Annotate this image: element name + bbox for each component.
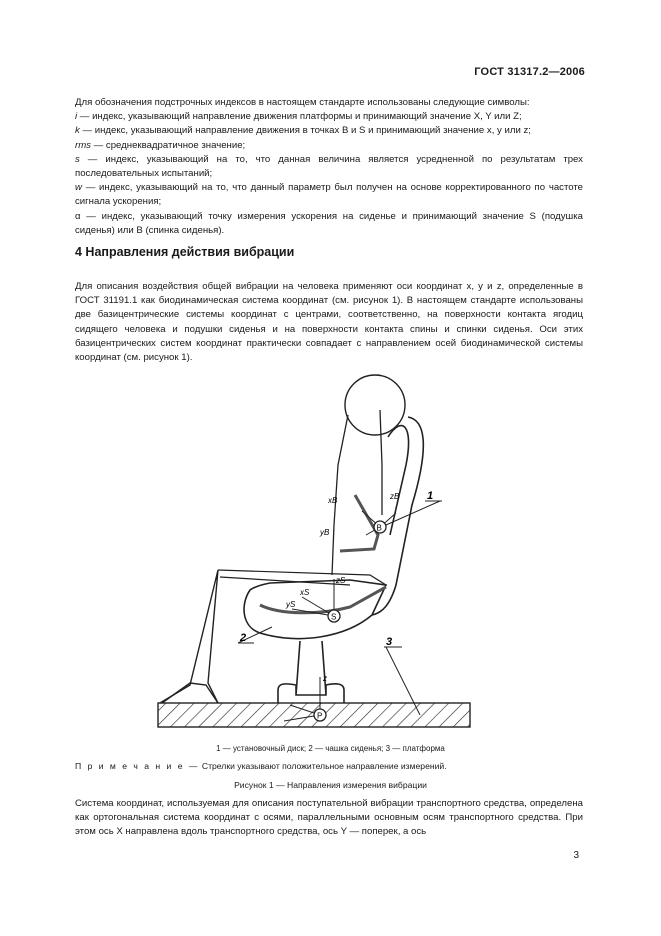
back-inner-line [340,495,378,551]
axis-yS-label: yS [286,600,296,609]
section-paragraph: Для описания воздействия общей вибрации на человека применяют оси координат x, y и z, определенные в ГОСТ 31191.1 как биодинамическая система координат (см. рисунок 1). В настоящем стандарте использованы две базицентрические системы координат с центрами, соответственно, на поверхности контакта ягодиц сидящего человека и подушки сиденья и на поверхности контакта спины и спинки сиденья. Оси этих базицентрических систем координат практически совпадает с направлением осей биодинамической системы координат (см. рисунок 1). [75,281,583,364]
symbol-item-k: k — индекс, указывающий направление движения в точках B и S и принимающий значение x, y или z; [75,125,531,137]
axis-xB-label: xB [328,496,338,505]
callout-1-line [386,501,440,525]
thigh-outline [218,570,386,585]
symbol-item-i: i — индекс, указывающий направление движения платформы и принимающий значение X, Y или Z; [75,111,522,123]
document-code-header: ГОСТ 31317.2—2006 [474,66,585,78]
page-number: 3 [573,850,579,861]
section-body [75,280,583,365]
figure-caption: Рисунок 1 — Направления измерения вибрации [234,780,427,790]
symbol-item-rms: rms — среднеквадратичное значение; [75,139,246,151]
seat-vibration-figure [150,365,480,735]
point-B-label: B [376,523,382,533]
backrest-outline [372,417,423,615]
figure-note [75,761,595,771]
note-text: Стрелки указывают положительное направление измерений. [201,761,447,771]
axis-xS-label: xS [300,588,310,597]
pedestal-outline [278,641,344,703]
final-paragraph-text: Система координат, используемая для описания поступательной вибрации транспортного средства, определена как ортогональная система координат с осями, параллельными основным осям транспортного средства. При этом ось X направлена вдоль транспортного средства, ось Y — поперек, а ось [75,798,583,838]
symbol-item-w: w — индекс, указывающий на то, что данный параметр был получен на основе корректированного по частоте сигнала ускорения; [75,182,583,208]
axis-zB-label: zB [390,492,400,501]
point-S-label: S [331,612,337,622]
callout-3-label: 3 [386,636,393,648]
figure-legend: 1 — установочный диск; 2 — чашка сиденья; 3 — платформа [216,744,445,753]
callout-1-label: 1 [427,490,434,502]
head-outline [345,375,405,435]
point-P-label: P [317,711,323,721]
symbols-list [75,96,583,238]
note-label: П р и м е ч а н и е — [75,761,200,771]
axis-zS-label: zS [336,576,346,585]
section-title: 4 Направления действия вибрации [75,245,295,259]
callout-2-label: 2 [240,632,247,644]
axis-z-label: z [323,674,327,683]
symbol-item-alpha: α — индекс, указывающий точку измерения ускорения на сиденье и принимающий значение S (подушка сиденья) или B (спинка сиденья). [75,210,583,236]
symbols-lead: Для обозначения подстрочных индексов в настоящем стандарте использованы следующие символы: [75,97,530,108]
axis-yB-label: yB [320,528,330,537]
final-paragraph [75,797,583,840]
symbol-item-s: s — индекс, указывающий на то, что данная величина является усредненной по результатам трех последовательных испытаний; [75,153,583,180]
